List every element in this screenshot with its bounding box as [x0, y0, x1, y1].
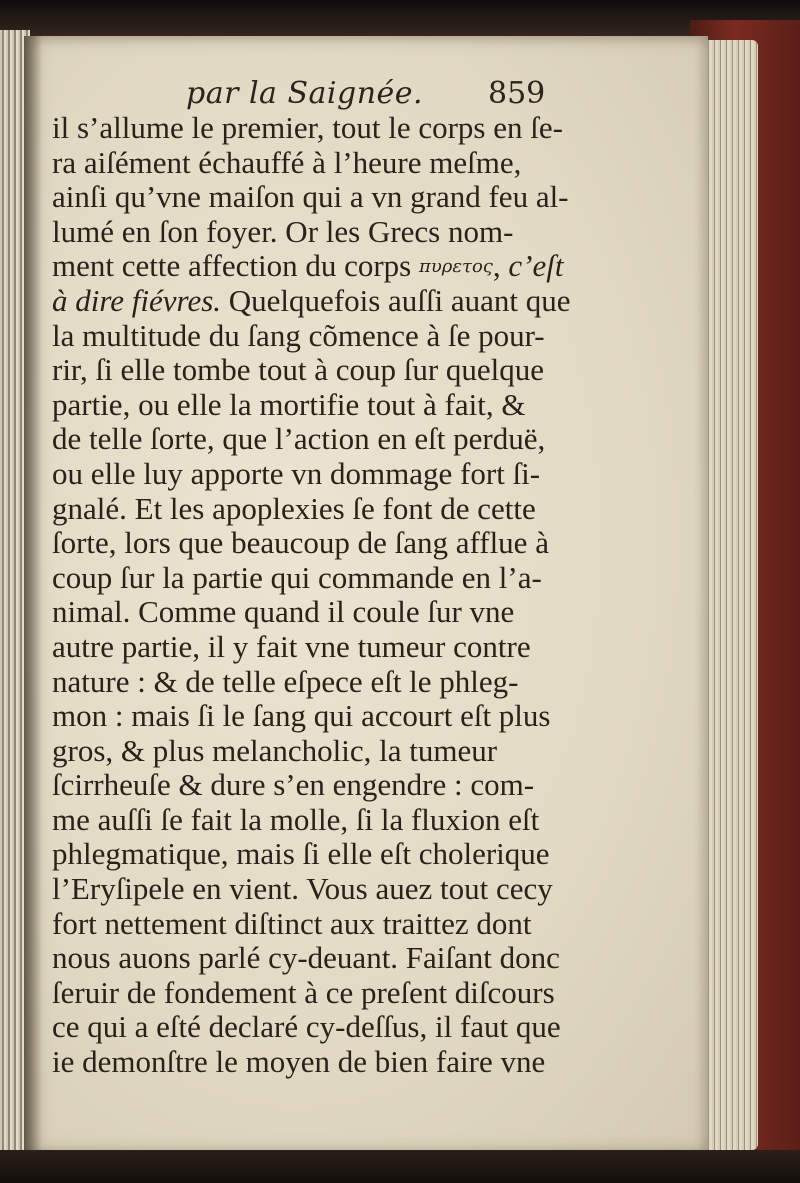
text-segment: mon : mais ſi le ſang qui accourt eſt plus [52, 698, 551, 734]
text-segment: fort nettement diſtinct aux traittez dont [52, 905, 532, 941]
text-line [52, 422, 660, 457]
body-text [52, 111, 660, 1080]
text-segment: Quelquefois auſſi auant que [221, 282, 571, 318]
text-segment: nature : & de telle eſpece eſt le phleg- [52, 663, 519, 699]
running-title: par la Saignée. [186, 76, 424, 111]
text-segment: gros, & plus melancholic, la tumeur [52, 732, 498, 768]
text-segment: ra aiſément échauffé à l’heure meſme, [52, 144, 522, 180]
text-line [52, 941, 660, 976]
text-line [52, 457, 660, 492]
text-segment: ſeruir de fondement à ce preſent diſcours [52, 974, 555, 1010]
text-segment: ſcirrheuſe & dure s’en engendre : com- [52, 767, 535, 803]
text-segment: il s’allume le premier, tout le corps en ſe- [52, 110, 563, 145]
text-line [52, 1010, 660, 1045]
text-segment: ou elle luy apporte vn dommage fort ſi- [52, 455, 541, 491]
text-segment: l’Eryſipele en vient. Vous auez tout cecy [52, 871, 553, 907]
text-line [52, 284, 660, 319]
text-segment: me auſſi ſe fait la molle, ſi la fluxion eſt [52, 801, 540, 837]
text-line [52, 561, 660, 596]
text-segment: , [492, 248, 509, 284]
text-segment: de telle ſorte, que l’action en eſt perduë, [52, 421, 546, 457]
text-line [52, 837, 660, 872]
text-segment: ſorte, lors que beaucoup de ſang afflue à [52, 525, 549, 561]
text-line [52, 768, 660, 803]
page-number: 859 [488, 76, 546, 111]
text-segment: ie demonſtre le moyen de bien faire vne [52, 1044, 546, 1080]
text-segment: rir, ſi elle tombe tout à coup ſur quelque [52, 352, 545, 388]
text-segment: partie, ou elle la mortifie tout à fait, & [52, 386, 526, 422]
text-line [52, 180, 660, 215]
text-segment: autre partie, il y fait vne tumeur contre [52, 628, 531, 664]
text-line [52, 734, 660, 769]
text-line [52, 388, 660, 423]
text-line [52, 215, 660, 250]
text-line [52, 1045, 660, 1080]
text-segment: nous auons parlé cy-deuant. Faiſant donc [52, 940, 560, 976]
text-line [52, 665, 660, 700]
text-segment: ment cette affection du corps [52, 248, 419, 284]
text-line [52, 111, 660, 146]
text-segment: coup ſur la partie qui commande en l’a- [52, 559, 542, 595]
book-binding-bottom [0, 1150, 800, 1183]
text-line [52, 526, 660, 561]
text-line [52, 630, 660, 665]
text-segment: à dire fiévres. [52, 282, 222, 318]
text-line [52, 353, 660, 388]
right-page-edges [700, 40, 758, 1150]
text-line [52, 976, 660, 1011]
text-segment: lumé en ſon foyer. Or les Grecs nom- [52, 213, 514, 249]
text-line [52, 595, 660, 630]
gutter-shadow [24, 36, 42, 1154]
text-line [52, 146, 660, 181]
text-segment: gnalé. Et les apoplexies ſe font de cette [52, 490, 536, 526]
text-line [52, 492, 660, 527]
text-segment: la multitude du ſang cõmence à ſe pour- [52, 317, 545, 353]
text-line [52, 699, 660, 734]
text-segment: πυρετος [418, 256, 493, 278]
text-line [52, 907, 660, 942]
text-line [52, 803, 660, 838]
text-segment: phlegmatique, mais ſi elle eſt cholerique [52, 836, 550, 872]
text-segment: ce qui a eſté declaré cy-deſſus, il faut que [52, 1009, 561, 1045]
text-segment: c’eſt [508, 248, 564, 284]
text-segment: nimal. Comme quand il coule ſur vne [52, 594, 515, 630]
text-line [52, 872, 660, 907]
text-line [52, 249, 660, 284]
text-line [52, 319, 660, 354]
text-segment: ainſi qu’vne maiſon qui a vn grand feu al- [52, 179, 569, 215]
